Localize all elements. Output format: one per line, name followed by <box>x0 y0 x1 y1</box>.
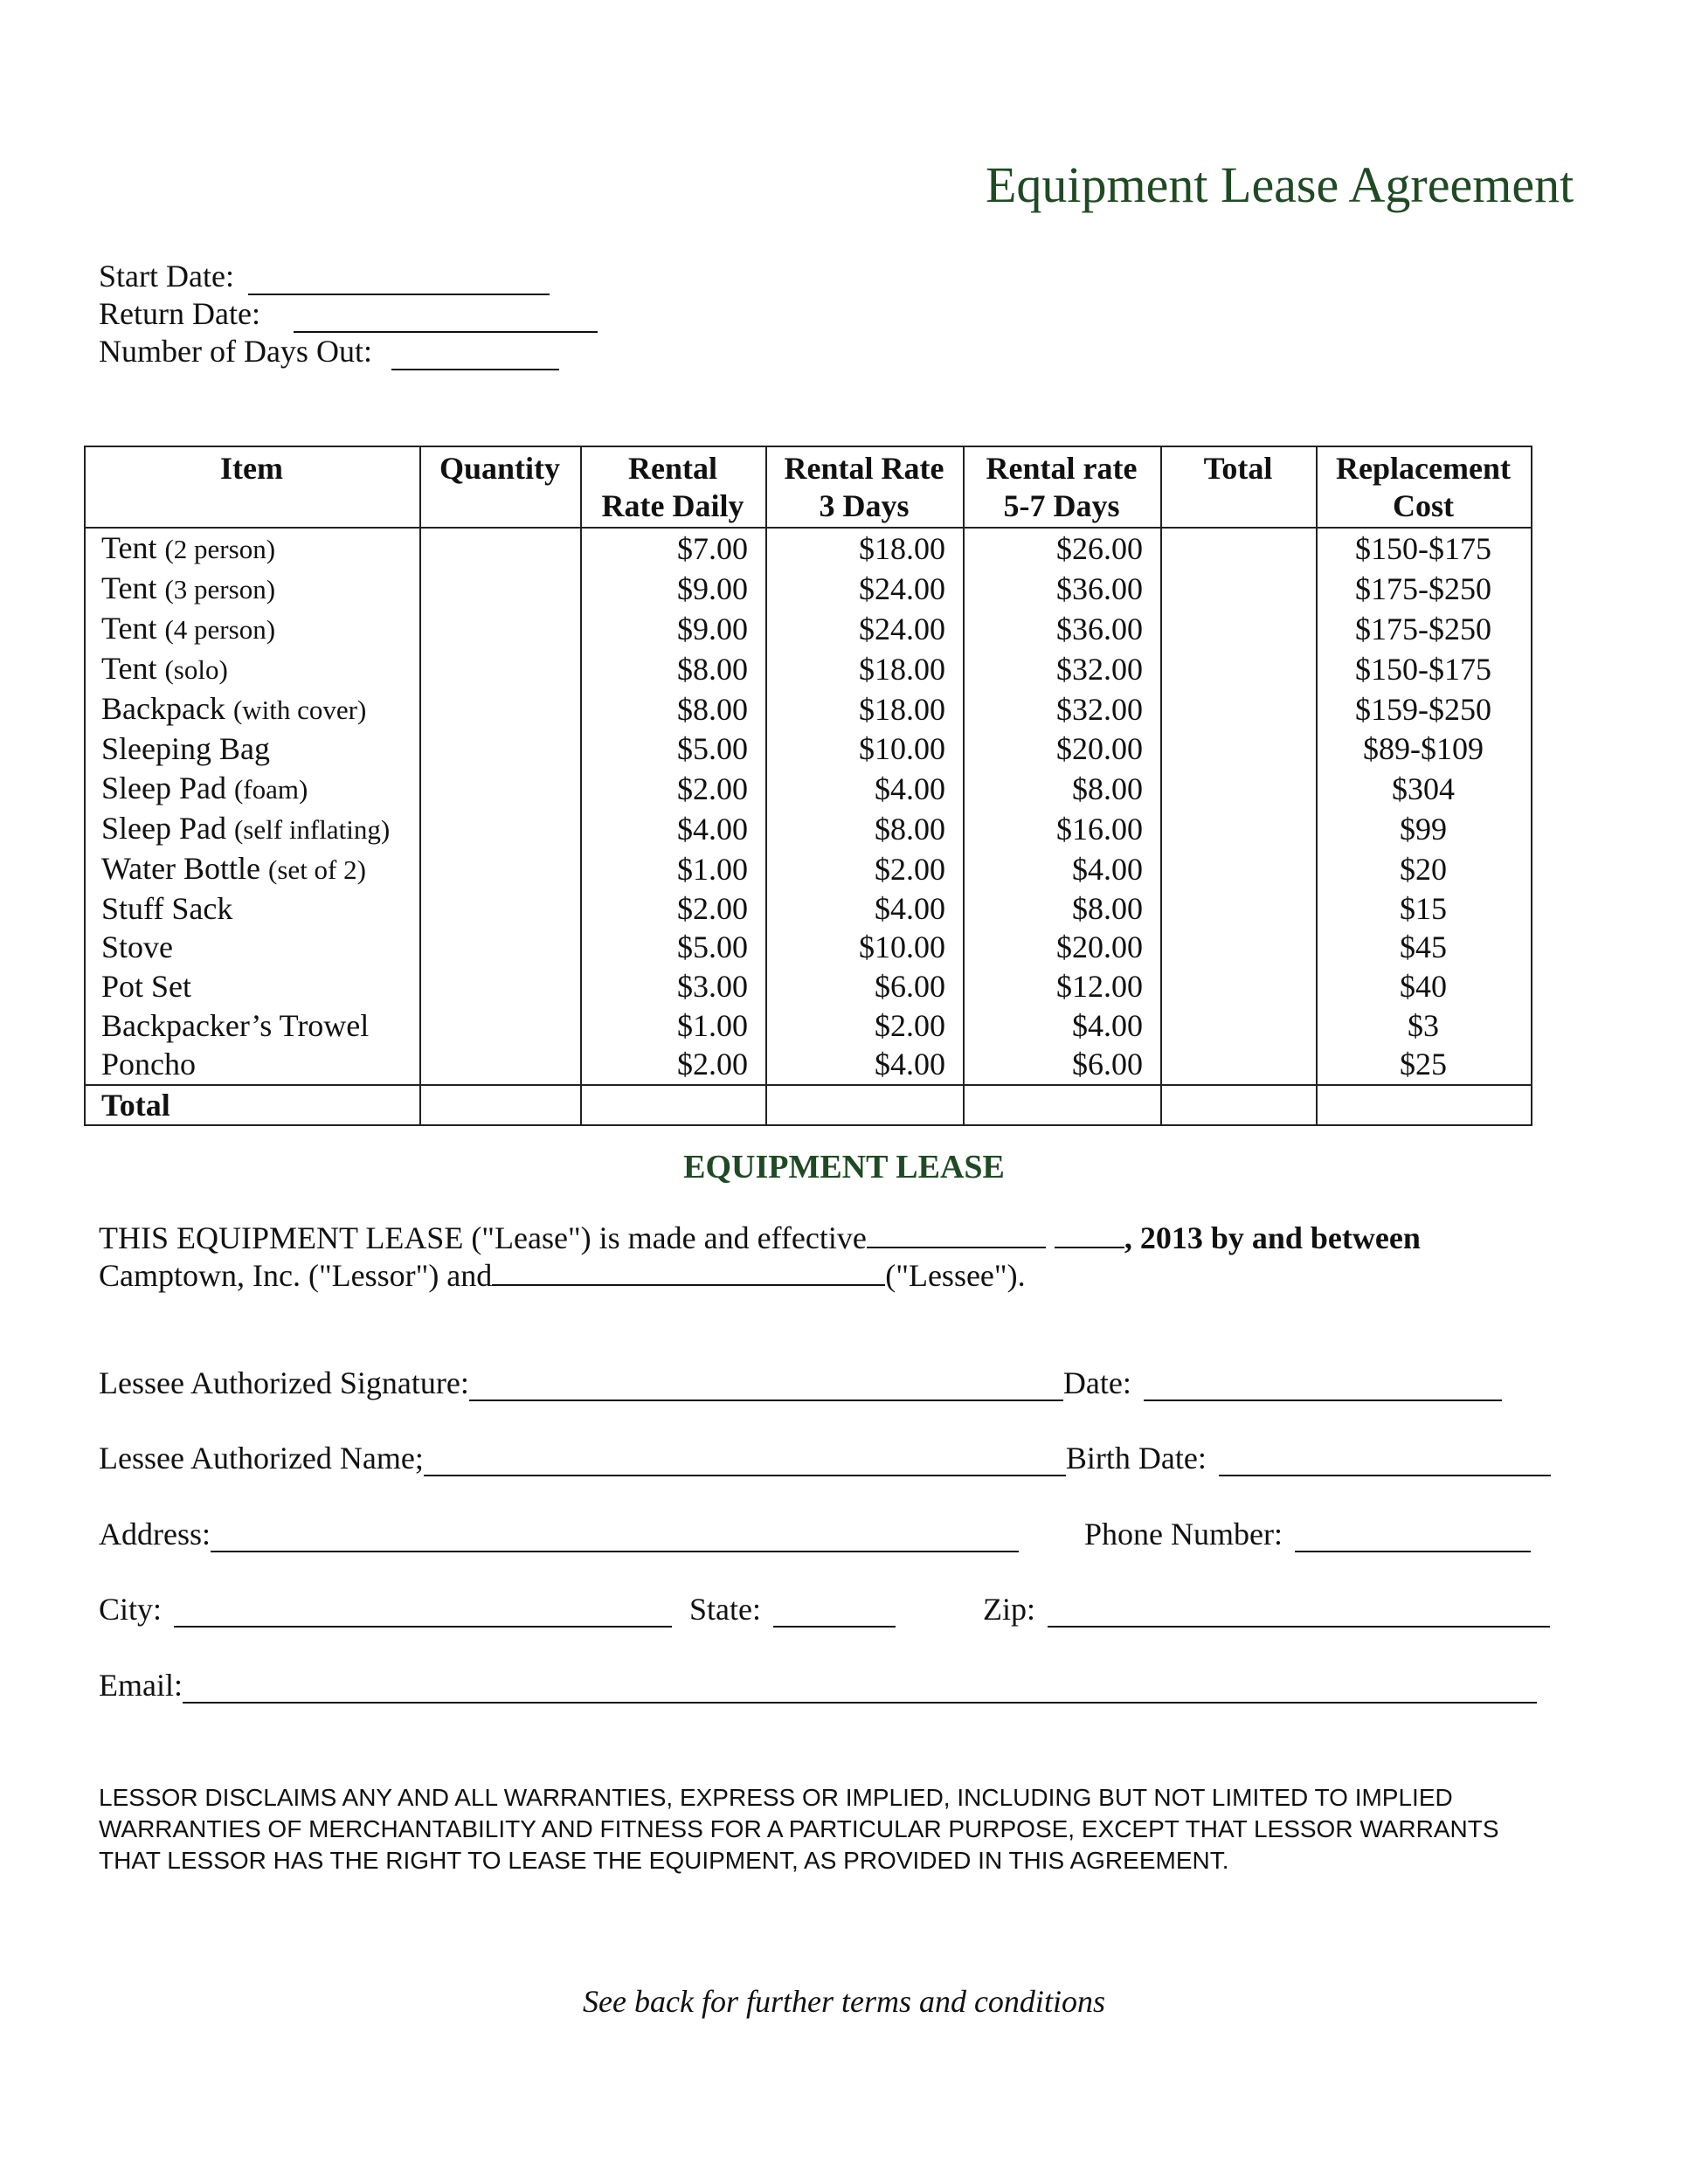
three-day-rate-cell: $4.00 <box>766 1045 964 1085</box>
item-cell <box>85 889 420 929</box>
week-rate-cell: $36.00 <box>964 609 1161 649</box>
table-row <box>85 569 1532 609</box>
quantity-cell[interactable] <box>420 1045 581 1085</box>
city-state-zip-row <box>99 1591 1550 1628</box>
daily-rate-cell: $1.00 <box>581 849 766 889</box>
replacement-cost-cell: $40 <box>1317 967 1532 1006</box>
item-name: Poncho <box>101 1047 196 1082</box>
daily-rate-cell: $8.00 <box>581 689 766 729</box>
week-rate-cell: $36.00 <box>964 569 1161 609</box>
item-note: (with cover) <box>232 695 367 725</box>
item-cell <box>85 649 420 689</box>
total-quantity-cell[interactable] <box>420 1085 581 1126</box>
daily-rate-cell: $5.00 <box>581 729 766 769</box>
document-title: Equipment Lease Agreement <box>986 156 1574 213</box>
table-row <box>85 1006 1532 1045</box>
item-name: Sleep Pad <box>101 810 226 846</box>
quantity-cell[interactable] <box>420 569 581 609</box>
daily-rate-cell: $5.00 <box>581 928 766 967</box>
item-cell <box>85 1006 420 1045</box>
total-cell[interactable] <box>1161 569 1317 609</box>
three-day-rate-cell: $24.00 <box>766 609 964 649</box>
rental-rates-table <box>84 446 1532 1126</box>
phone-field[interactable] <box>1295 1523 1531 1552</box>
col-header-replacement: Replacement Cost <box>1317 446 1532 528</box>
state-field[interactable] <box>773 1598 896 1628</box>
lease-line-1 <box>99 1220 1602 1257</box>
total-cell[interactable] <box>1161 689 1317 729</box>
item-name: Sleeping Bag <box>101 731 270 767</box>
week-rate-cell: $6.00 <box>964 1045 1161 1085</box>
table-row <box>85 928 1532 967</box>
quantity-cell[interactable] <box>420 689 581 729</box>
replacement-cost-cell: $175-$250 <box>1317 569 1532 609</box>
email-field[interactable] <box>183 1674 1537 1704</box>
address-label: Address: <box>99 1517 211 1552</box>
zip-label: Zip: <box>983 1592 1036 1627</box>
item-note: (solo) <box>164 654 228 685</box>
table-row <box>85 609 1532 649</box>
item-name: Tent <box>101 530 157 565</box>
effective-day-field[interactable] <box>1055 1220 1124 1248</box>
lease-paragraph <box>99 1220 1602 1295</box>
week-rate-cell: $16.00 <box>964 809 1161 849</box>
total-label: Total <box>85 1085 420 1126</box>
birth-date-label: Birth Date: <box>1065 1441 1207 1476</box>
item-name: Tent <box>101 651 157 686</box>
table-row <box>85 809 1532 849</box>
col-header-daily: Rental Rate Daily <box>581 446 766 528</box>
item-cell <box>85 1045 420 1085</box>
replacement-cost-cell: $15 <box>1317 889 1532 929</box>
city-label: City: <box>99 1592 163 1627</box>
week-rate-cell: $26.00 <box>964 528 1161 569</box>
state-label: State: <box>689 1592 762 1627</box>
table-row <box>85 649 1532 689</box>
lease-year-text: , 2013 by and between <box>1124 1220 1421 1255</box>
lessee-name-field[interactable] <box>492 1258 885 1286</box>
replacement-cost-cell: $150-$175 <box>1317 649 1532 689</box>
lessor-text: Camptown, Inc. ("Lessor") and <box>99 1258 493 1293</box>
item-cell <box>85 689 420 729</box>
item-cell <box>85 849 420 889</box>
item-cell <box>85 528 420 569</box>
quantity-cell[interactable] <box>420 849 581 889</box>
days-out-field[interactable] <box>391 342 559 370</box>
three-day-rate-cell: $2.00 <box>766 849 964 889</box>
replacement-cost-cell: $175-$250 <box>1317 609 1532 649</box>
item-note: (self inflating) <box>233 813 391 845</box>
replacement-cost-cell: $25 <box>1317 1045 1532 1085</box>
quantity-cell[interactable] <box>420 928 581 967</box>
table-row <box>85 967 1532 1006</box>
item-name: Sleep Pad <box>101 770 226 805</box>
replacement-cost-cell: $150-$175 <box>1317 528 1532 569</box>
three-day-rate-cell: $18.00 <box>766 689 964 729</box>
col-header-quantity: Quantity <box>420 446 581 528</box>
table-total-row <box>85 1085 1532 1126</box>
start-date-field[interactable] <box>248 267 550 295</box>
total-cell[interactable] <box>1161 609 1317 649</box>
daily-rate-cell: $9.00 <box>581 609 766 649</box>
total-daily-cell[interactable] <box>581 1085 766 1126</box>
week-rate-cell: $32.00 <box>964 689 1161 729</box>
footer-note: See back for further terms and conditions <box>583 1984 1105 2019</box>
item-cell <box>85 809 420 849</box>
daily-rate-cell: $7.00 <box>581 528 766 569</box>
week-rate-cell: $12.00 <box>964 967 1161 1006</box>
phone-label: Phone Number: <box>1084 1517 1283 1552</box>
table-row <box>85 889 1532 929</box>
lease-heading: EQUIPMENT LEASE <box>683 1149 1005 1185</box>
daily-rate-cell: $2.00 <box>581 1045 766 1085</box>
item-name: Pot Set <box>101 969 192 1005</box>
three-day-rate-cell: $8.00 <box>766 809 964 849</box>
return-date-row <box>99 295 598 333</box>
replacement-cost-cell: $3 <box>1317 1006 1532 1045</box>
start-date-row <box>99 258 598 295</box>
replacement-cost-cell: $89-$109 <box>1317 729 1532 769</box>
email-label: Email: <box>99 1668 183 1703</box>
total-cell[interactable] <box>1161 649 1317 689</box>
lease-effective-text: THIS EQUIPMENT LEASE ("Lease") is made and effective <box>99 1220 867 1255</box>
table-row <box>85 528 1532 569</box>
total-total-cell[interactable] <box>1161 1085 1317 1126</box>
quantity-cell[interactable] <box>420 609 581 649</box>
table-row <box>85 1045 1532 1085</box>
quantity-cell[interactable] <box>420 1006 581 1045</box>
days-out-row <box>99 333 598 370</box>
total-cell[interactable] <box>1161 1045 1317 1085</box>
daily-rate-cell: $2.00 <box>581 889 766 929</box>
col-header-5-7-days: Rental rate 5-7 Days <box>964 446 1161 528</box>
daily-rate-cell: $2.00 <box>581 769 766 809</box>
col-header-item: Item <box>85 446 420 528</box>
three-day-rate-cell: $2.00 <box>766 1006 964 1045</box>
daily-rate-cell: $8.00 <box>581 649 766 689</box>
total-cell[interactable] <box>1161 729 1317 769</box>
quantity-cell[interactable] <box>420 729 581 769</box>
item-name: Water Bottle <box>101 850 261 886</box>
col-header-3-days: Rental Rate 3 Days <box>766 446 964 528</box>
total-cell[interactable] <box>1161 889 1317 929</box>
quantity-cell[interactable] <box>420 769 581 809</box>
city-field[interactable] <box>174 1598 672 1628</box>
item-note: (2 person) <box>164 534 276 564</box>
lease-line-2 <box>99 1257 1602 1295</box>
total-cell[interactable] <box>1161 528 1317 569</box>
table-row <box>85 729 1532 769</box>
email-row <box>99 1667 1537 1704</box>
item-cell <box>85 967 420 1006</box>
item-name: Tent <box>101 611 157 646</box>
week-rate-cell: $20.00 <box>964 928 1161 967</box>
replacement-cost-cell: $45 <box>1317 928 1532 967</box>
item-note: (set of 2) <box>268 854 366 885</box>
total-cell[interactable] <box>1161 769 1317 809</box>
total-3-days-cell[interactable] <box>766 1085 964 1126</box>
total-cell[interactable] <box>1161 1006 1317 1045</box>
replacement-cost-cell: $99 <box>1317 809 1532 849</box>
total-cell[interactable] <box>1161 849 1317 889</box>
total-cell[interactable] <box>1161 967 1317 1006</box>
zip-field[interactable] <box>1048 1598 1550 1628</box>
quantity-cell[interactable] <box>420 889 581 929</box>
replacement-cost-cell: $304 <box>1317 769 1532 809</box>
name-row <box>99 1440 1551 1476</box>
name-label: Lessee Authorized Name; <box>99 1441 424 1476</box>
total-5-7-days-cell[interactable] <box>964 1085 1161 1126</box>
three-day-rate-cell: $10.00 <box>766 729 964 769</box>
quantity-cell[interactable] <box>420 967 581 1006</box>
three-day-rate-cell: $4.00 <box>766 769 964 809</box>
days-out-label: Number of Days Out: <box>99 334 372 369</box>
birth-date-field[interactable] <box>1219 1447 1551 1476</box>
three-day-rate-cell: $6.00 <box>766 967 964 1006</box>
effective-date-field[interactable] <box>867 1220 1046 1248</box>
address-field[interactable] <box>211 1523 1019 1552</box>
return-date-field[interactable] <box>294 305 598 333</box>
quantity-cell[interactable] <box>420 528 581 569</box>
quantity-cell[interactable] <box>420 809 581 849</box>
item-cell <box>85 769 420 809</box>
item-cell <box>85 609 420 649</box>
three-day-rate-cell: $18.00 <box>766 649 964 689</box>
item-note: (4 person) <box>164 614 276 645</box>
warranty-disclaimer: LESSOR DISCLAIMS ANY AND ALL WARRANTIES, EXPRESS OR IMPLIED, INCLUDING BUT NOT LIMITED TO IMPLIED WARRANTIES OF MERCHANTABILITY AND FITNESS FOR A PARTICULAR PURPOSE, EXCEPT THAT LESSOR WARRANTS THAT LESSOR HAS THE RIGHT TO LEASE THE EQUIPMENT, AS PROVIDED IN THIS AGREEMENT. <box>99 1784 1499 1874</box>
address-row <box>99 1516 1531 1552</box>
signature-row <box>99 1365 1502 1401</box>
three-day-rate-cell: $10.00 <box>766 928 964 967</box>
signature-label: Lessee Authorized Signature: <box>99 1365 469 1400</box>
return-date-label: Return Date: <box>99 296 260 331</box>
date-fields <box>99 258 598 370</box>
table-header-row <box>85 446 1532 528</box>
daily-rate-cell: $4.00 <box>581 809 766 849</box>
item-name: Backpack <box>101 691 225 726</box>
date-label: Date: <box>1062 1365 1131 1400</box>
week-rate-cell: $8.00 <box>964 889 1161 929</box>
lessee-text: ("Lessee"). <box>885 1258 1026 1293</box>
table-row <box>85 849 1532 889</box>
item-name: Stuff Sack <box>101 890 233 926</box>
item-cell <box>85 569 420 609</box>
item-cell <box>85 928 420 967</box>
signature-date-field[interactable] <box>1144 1372 1502 1401</box>
item-name: Tent <box>101 570 157 605</box>
three-day-rate-cell: $4.00 <box>766 889 964 929</box>
replacement-cost-cell: $20 <box>1317 849 1532 889</box>
total-cell[interactable] <box>1161 809 1317 849</box>
replacement-cost-cell: $159-$250 <box>1317 689 1532 729</box>
week-rate-cell: $8.00 <box>964 769 1161 809</box>
table-row <box>85 689 1532 729</box>
quantity-cell[interactable] <box>420 649 581 689</box>
start-date-label: Start Date: <box>99 259 234 294</box>
signature-field[interactable] <box>469 1372 1063 1401</box>
total-cell[interactable] <box>1161 928 1317 967</box>
week-rate-cell: $20.00 <box>964 729 1161 769</box>
three-day-rate-cell: $24.00 <box>766 569 964 609</box>
item-name: Stove <box>101 930 174 965</box>
item-note: (3 person) <box>164 574 276 605</box>
name-field[interactable] <box>424 1447 1066 1476</box>
week-rate-cell: $32.00 <box>964 649 1161 689</box>
daily-rate-cell: $3.00 <box>581 967 766 1006</box>
table-row <box>85 769 1532 809</box>
total-replacement-cell[interactable] <box>1317 1085 1532 1126</box>
item-cell <box>85 729 420 769</box>
three-day-rate-cell: $18.00 <box>766 528 964 569</box>
daily-rate-cell: $9.00 <box>581 569 766 609</box>
col-header-total: Total <box>1161 446 1317 528</box>
item-note: (foam) <box>233 773 308 805</box>
week-rate-cell: $4.00 <box>964 1006 1161 1045</box>
item-name: Backpacker’s Trowel <box>101 1007 370 1043</box>
daily-rate-cell: $1.00 <box>581 1006 766 1045</box>
week-rate-cell: $4.00 <box>964 849 1161 889</box>
